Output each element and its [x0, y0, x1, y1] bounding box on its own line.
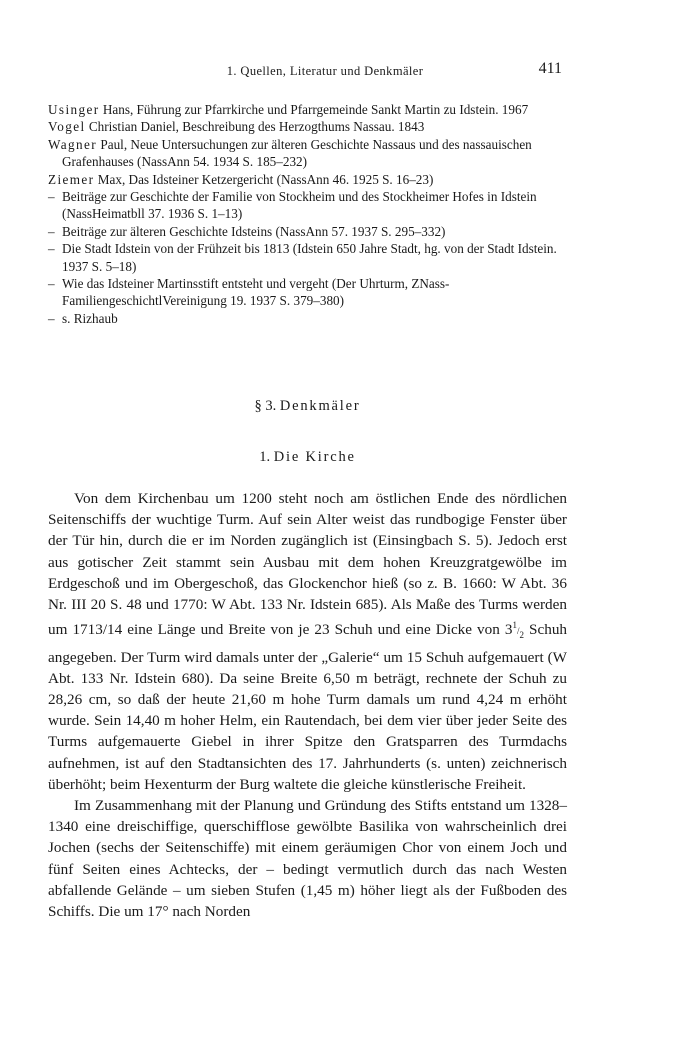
bib-text: Hans, Führung zur Pfarrkirche und Pfarrgemeinde Sankt Martin zu Idstein. 1967 — [99, 102, 529, 117]
fraction-whole: 3 — [504, 621, 513, 639]
bib-entry — [48, 136, 568, 171]
bib-text: Beiträge zur älteren Geschichte Idsteins (NassAnn 57. 1937 S. 295–332) — [62, 223, 446, 239]
section-title: Denkmäler — [279, 398, 361, 414]
bib-dash-entry — [48, 310, 568, 327]
bibliography-list — [48, 101, 568, 327]
subsection-title: Die Kirche — [273, 449, 356, 465]
bib-dash-entry — [48, 188, 568, 223]
dash-mark: – — [48, 223, 55, 239]
bib-text: Christian Daniel, Beschreibung des Herzogthums Nassau. 1843 — [85, 119, 425, 135]
bib-dash-entry — [48, 223, 568, 240]
fraction-denominator: 2 — [519, 630, 524, 641]
body-text — [48, 488, 567, 922]
bib-text: Beiträge zur Geschichte der Familie von Stockheim und des Stockheimer Hofes in Idstein (NassHeimatbll 37. 1936 S. 1–13) — [62, 189, 537, 222]
bib-dash-entry — [48, 240, 568, 275]
dash-mark: – — [48, 241, 55, 257]
bib-text: Paul, Neue Untersuchungen zur älteren Geschichte Nassaus und des nassauischen Grafenhauses (NassAnn 54. 1934 S. 185–232) — [62, 136, 532, 170]
bib-text: Die Stadt Idstein von der Frühzeit bis 1813 (Idstein 650 Jahre Stadt, hg. von der Stadt Idstein. 1937 S. 5–18) — [62, 241, 557, 274]
paragraph — [48, 488, 567, 795]
subsection-heading — [48, 449, 567, 466]
bib-dash-entry — [48, 275, 568, 310]
subsection-number: 1. — [259, 449, 271, 465]
fraction: $3^1/_2$ — [504, 620, 524, 641]
paragraph: Im Zusammenhang mit der Planung und Gründung des Stifts entstand um 1328–1340 eine dreischiffige, querschifflose gewölbte Basilika von wahrscheinlich drei Jochen (sechs der Seitenschiffe) mit einem geräumigen Chor von einem Joch und fünf Seiten eines Achtecks, der – bedingt vermutlich durch das nach Westen abfallende Gelände – um sieben Stufen (1,45 m) höher liegt als der Fußboden des Schiffs. Die um 17° nach Norden — [48, 796, 567, 920]
section-number: § 3. — [254, 398, 277, 414]
paragraph-text: Von dem Kirchenbau um 1200 steht noch am östlichen Ende des nördlichen Seitenschiffs der wuchtige Turm. Auf sein Alter weist das rundbogige Fenster über der Tür hin, durch die er im Norden zugänglich ist (Einsingbach S. 5). Jedoch erst aus gotischer Zeit stammt sein Ausbau mit dem hohen Kreuzgratgewölbe im Erdgeschoß und im Obergeschoß, das Glockenchor hieß (so z. B. 1660: W Abt. 36 Nr. III 20 S. 48 und 1770: W Abt. 133 Nr. Idstein 685). Als Maße des Turms werden um 1713/14 eine Länge und Breite von je 23 Schuh und eine Dicke von — [48, 490, 567, 639]
bib-text: s. Rizhaub — [62, 310, 118, 326]
running-head: 1. Quellen, Literatur und Denkmäler — [226, 64, 424, 78]
dash-mark: – — [48, 276, 55, 292]
bib-author: Vogel — [48, 119, 86, 135]
bib-entry — [48, 171, 568, 188]
bib-text: Wie das Idsteiner Martinsstift entsteht und vergeht (Der Uhrturm, ZNass-FamiliengeschichtlVereinigung 19. 1937 S. 379–380) — [62, 276, 450, 309]
bib-author: Ziemer — [48, 171, 95, 187]
bib-text: Max, Das Idsteiner Ketzergericht (NassAnn 46. 1925 S. 16–23) — [94, 171, 434, 187]
bib-author: Usinger — [48, 102, 100, 117]
bib-author: Wagner — [48, 136, 98, 152]
dash-mark: – — [48, 189, 55, 205]
dash-mark: – — [48, 310, 55, 326]
fraction-numerator: 1 — [512, 620, 517, 631]
section-heading — [48, 398, 567, 415]
bib-entry — [48, 101, 568, 118]
page-number: 411 — [538, 60, 562, 77]
bib-entry — [48, 118, 568, 135]
paragraph-text: Schuh angegeben. Der Turm wird damals unter der „Galerie“ um 15 Schuh aufgemauert (W Abt. 133 Nr. Idstein 680). Da seine Breite 6,50 m beträgt, rechnete der Schuh zu 28,26 cm, so daß der heute 21,60 m hohe Turm damals um rund 4,24 m erhöht wurde. Sein 14,40 m hoher Helm, ein Rautendach, bei dem vier über jeder Seite des Turms aufgemauerte Giebel in ihrer Spitze den Gratsparren des Turmdachs aufnehmen, ist auf den Stadtansichten des 17. Jahrhunderts (s. unten) zeichnerisch überhöht; beim Hexenturm der Burg waltete die gleiche künstlerische Freiheit. — [48, 621, 568, 793]
